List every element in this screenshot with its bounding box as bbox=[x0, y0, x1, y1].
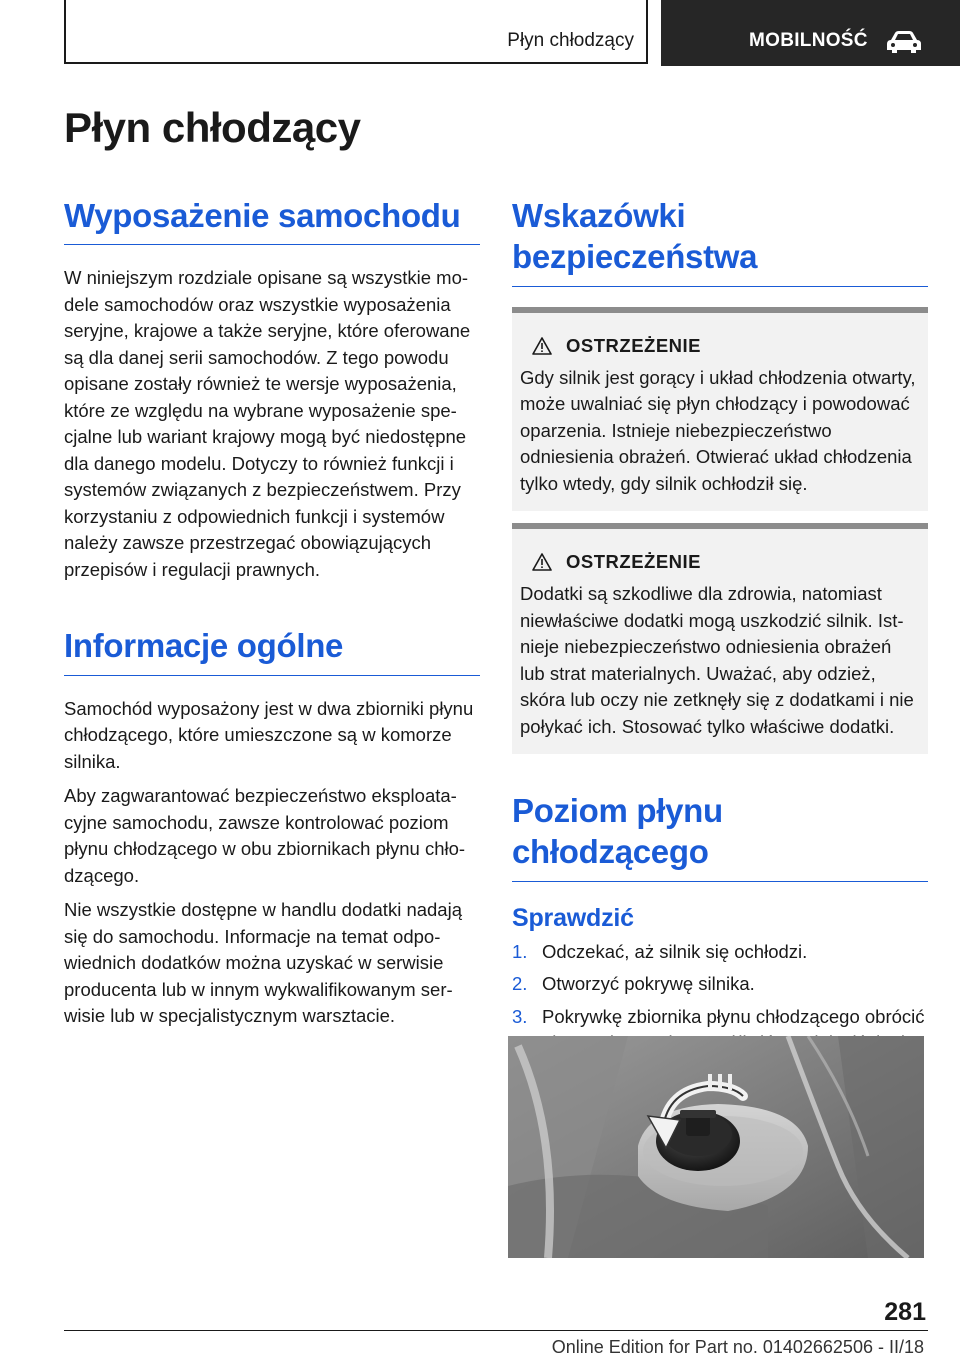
heading-rule bbox=[512, 881, 928, 882]
page-number: 281 bbox=[884, 1298, 926, 1326]
heading-general-info: Informacje ogólne bbox=[64, 627, 344, 665]
general-paragraph-2: Aby zagwarantować bezpieczeństwo eksploatacyjne samochodu, zawsze kontrolować poziom płynu chłodzącego w obu zbiornikach płynu chłodzącego. bbox=[64, 785, 466, 886]
warning-box bbox=[512, 523, 928, 754]
step-number: 1. bbox=[512, 940, 528, 962]
list-item bbox=[512, 939, 928, 966]
subheading-check: Sprawdzić bbox=[512, 903, 634, 932]
page-header bbox=[0, 0, 960, 66]
warning-triangle-icon bbox=[532, 553, 552, 571]
warning-title bbox=[532, 335, 920, 357]
heading-rule bbox=[64, 244, 480, 245]
page-title: Płyn chłodzący bbox=[64, 104, 361, 151]
heading-safety: Wskazówki bezpieczeństwa bbox=[512, 197, 758, 276]
chapter-tab bbox=[64, 0, 648, 64]
heading-equipment: Wyposażenie samochodu bbox=[64, 197, 461, 234]
list-item bbox=[512, 971, 928, 998]
coolant-cap-illustration bbox=[508, 1036, 924, 1258]
step-text: Odczekać, aż silnik się ochłodzi. bbox=[542, 940, 808, 962]
warning-box bbox=[512, 307, 928, 512]
right-column bbox=[512, 195, 928, 1057]
step-text: Pokrywkę zbiornika płynu chłodzącego obrócić bbox=[542, 1005, 925, 1027]
warning-text: Dodatki są szkodliwe dla zdrowia, natomiast niewłaściwe dodatki mogą uszkodzić silnik. Istnieje niebezpieczeństwo odniesienia obrażeń lub strat materialnych. Uważać, aby odzież, skóra lub oczy nie zetknęły się z dodatkami i nie połykać ich. Stosować tylko właściwe dodatki. bbox=[520, 583, 914, 737]
footer-rule bbox=[64, 1330, 928, 1331]
chapter-title: Płyn chłodzący bbox=[507, 30, 634, 51]
heading-rule bbox=[64, 675, 480, 676]
heading-coolant-level: Poziom płynu chłodzącego bbox=[512, 792, 723, 871]
car-icon bbox=[885, 30, 923, 54]
heading-rule bbox=[512, 286, 928, 287]
warning-text: Gdy silnik jest gorący i układ chłodzenia otwarty, może uwalniać się płyn chłodzący i powodować oparzenia. Istnieje niebezpieczeństwo odniesienia obrażeń. Otwierać układ chłodzenia tylko wtedy, gdy silnik ochłodził się. bbox=[520, 366, 916, 494]
warning-triangle-icon bbox=[532, 337, 552, 355]
step-text: Otworzyć pokrywę silnika. bbox=[542, 973, 755, 994]
left-column bbox=[64, 195, 480, 1030]
warning-label: OSTRZEŻENIE bbox=[566, 334, 702, 356]
step-number: 2. bbox=[512, 973, 528, 994]
warning-label: OSTRZEŻENIE bbox=[566, 551, 702, 572]
general-paragraph-1: Samochód wyposażony jest w dwa zbiorniki płynu chłodzącego, które umieszczone są w komorze silnika. bbox=[64, 697, 474, 772]
step-number: 3. bbox=[512, 1005, 528, 1027]
equipment-paragraph: W niniejszym rozdziale opisane są wszystkie modele samochodów oraz wszystkie wyposażenia seryjne, krajowe a także seryjne, które oferowane są dla danej serii samochodów. Z tego powodu opisane zostały również te wersje wyposażenia, które ze względu na wybrane wyposażenie specjalne lub wariant krajowy mogą być niedostępne dla danego modelu. Dotyczy to również funkcji i systemów związanych z bezpieczeństwem. Przy korzystaniu z odpowiednich funkcji i systemów należy zawsze przestrzegać obowiązujących przepisów i regulacji prawnych. bbox=[64, 267, 471, 580]
edition-note: Online Edition for Part no. 01402662506 - II/18 bbox=[551, 1337, 924, 1357]
warning-title bbox=[532, 551, 920, 573]
general-paragraph-3: Nie wszystkie dostępne w handlu dodatki nadają się do samochodu. Informacje na temat odpowiednich dodatków można uzyskać w serwisie producenta lub w innym wykwalifikowanym serwisie lub w specjalistycznym warsztacie. bbox=[64, 899, 462, 1026]
section-tab bbox=[661, 0, 960, 66]
coolant-cap-image bbox=[508, 1036, 924, 1258]
section-title: MOBILNOŚĆ bbox=[749, 30, 868, 51]
